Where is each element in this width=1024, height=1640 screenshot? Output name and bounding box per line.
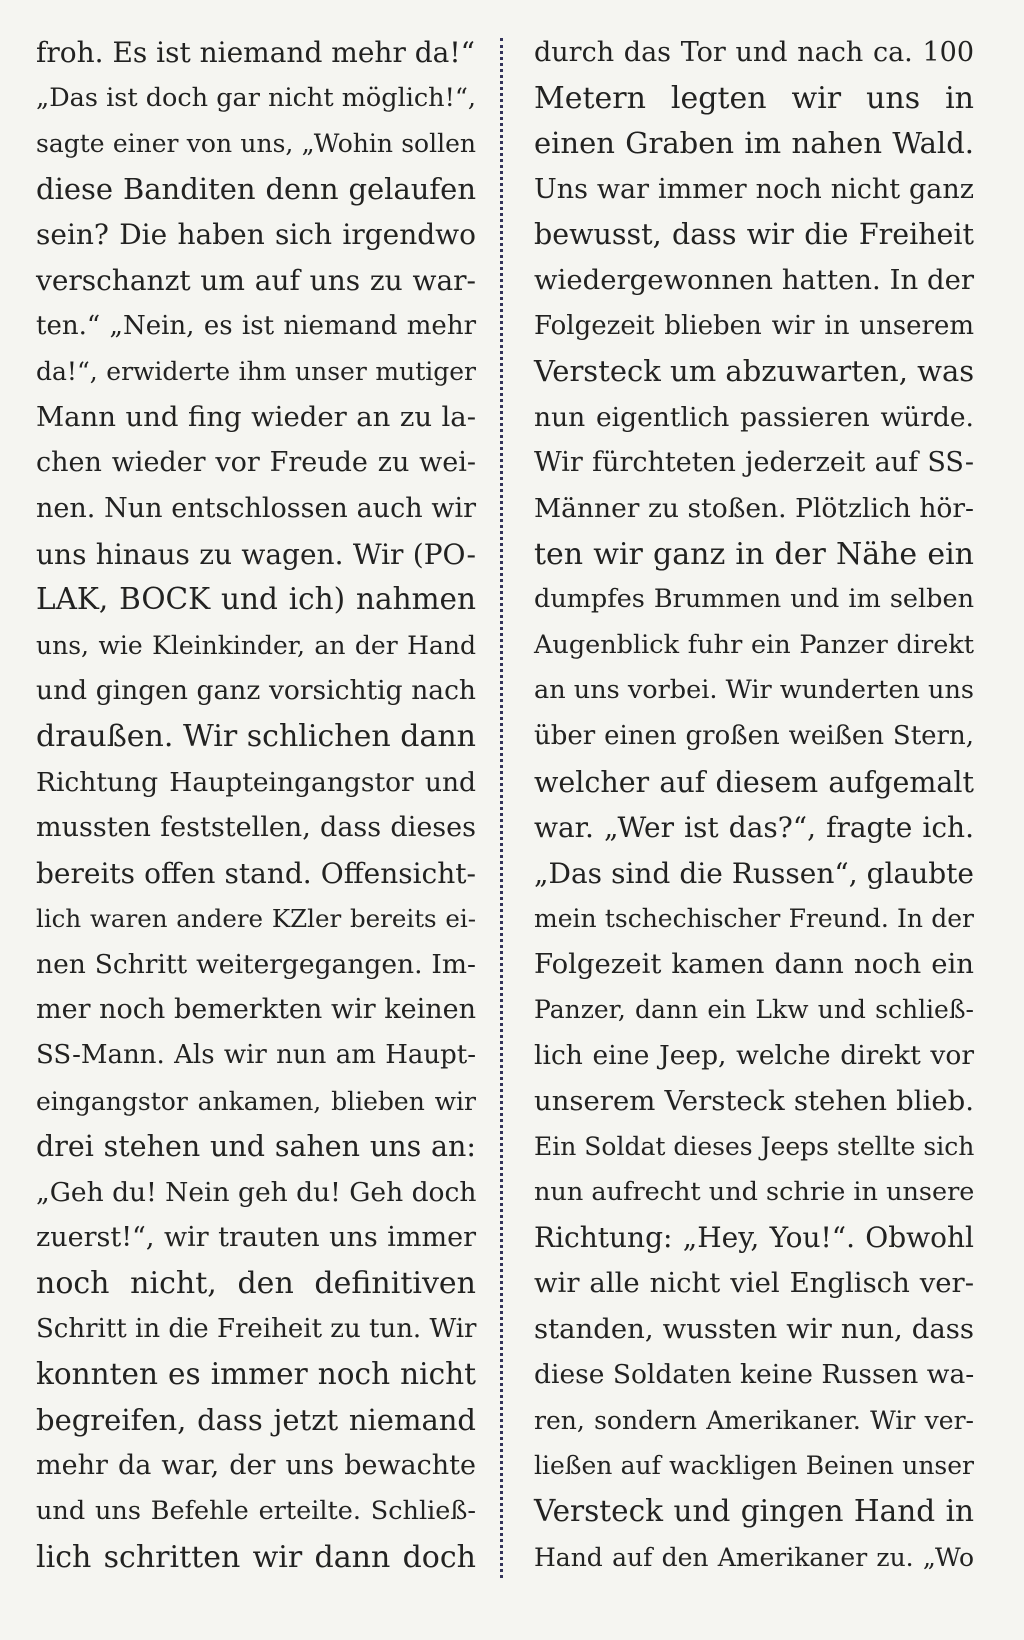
text-line: an uns vorbei. Wir wunderten uns [534, 675, 974, 706]
text-line: drei stehen und sahen uns an: [36, 1130, 476, 1164]
text-line: SS-Mann. Als wir nun am Haupt- [36, 1040, 476, 1071]
text-line: über einen großen weißen Stern, [534, 720, 974, 751]
text-line: Hand auf den Amerikaner zu. „Wo [534, 1542, 974, 1572]
text-line: froh. Es ist niemand mehr da!“ [36, 36, 475, 69]
text-line: ten.“ „Nein, es ist niemand mehr [36, 310, 476, 341]
text-line: Uns war immer noch nicht ganz [534, 173, 974, 205]
text-line: lich eine Jeep, welche direkt vor [534, 1040, 974, 1072]
text-line: „Das ist doch gar nicht möglich!“, [36, 82, 476, 113]
text-line: Ein Soldat dieses Jeeps stellte sich [534, 1132, 975, 1162]
text-line: wiedergewonnen hatten. In der [534, 263, 974, 296]
text-line: lich waren andere KZler bereits ei- [36, 904, 476, 934]
text-line: draußen. Wir schlichen dann [36, 718, 476, 754]
text-line: mussten feststellen, dass dieses [36, 812, 476, 844]
text-line: „Geh du! Nein geh du! Geh doch [36, 1176, 477, 1208]
text-line: ren, sondern Amerikaner. Wir ver- [534, 1405, 974, 1435]
text-line: ten wir ganz in der Nähe ein [534, 536, 974, 572]
text-line: Augenblick fuhr ein Panzer direkt [534, 629, 974, 660]
text-line: und gingen ganz vorsichtig nach [36, 675, 476, 707]
text-line: war. „Wer ist das?“, fragte ich. [534, 811, 974, 845]
text-line: uns, wie Kleinkinder, an der Hand [36, 630, 476, 660]
text-line: sagte einer von uns, „Wohin sollen [36, 129, 476, 159]
text-line: unserem Versteck stehen blieb. [534, 1084, 974, 1117]
text-line: bereits offen stand. Offensicht- [36, 856, 476, 890]
text-line: wir alle nicht viel Englisch ver- [534, 1267, 974, 1300]
text-line: Schritt in die Freiheit zu tun. Wir [36, 1313, 477, 1344]
text-line: welcher auf diesem aufgemalt [534, 765, 974, 799]
text-line: begreifen, dass jetzt niemand [36, 1402, 476, 1437]
text-line: diese Soldaten keine Russen wa- [534, 1359, 975, 1391]
text-line: zuerst!“, wir trauten uns immer [36, 1222, 476, 1254]
text-line: Mann und fing wieder an zu la- [36, 400, 476, 433]
text-line: Richtung Haupteingangstor und [36, 766, 476, 798]
text-line: Panzer, dann ein Lkw und schließ- [534, 995, 974, 1025]
text-line: durch das Tor und nach ca. 100 [534, 37, 974, 68]
text-line: Versteck um abzuwarten, was [534, 354, 975, 389]
text-line: konnten es immer noch nicht [36, 1357, 476, 1392]
column-divider [500, 38, 503, 1578]
text-line: bewusst, dass wir die Freiheit [534, 218, 974, 252]
text-line: diese Banditen denn gelaufen [36, 171, 476, 206]
text-line: Richtung: „Hey, You!“. Obwohl [534, 1221, 974, 1255]
text-line: chen wieder vor Freude zu wei- [36, 447, 476, 479]
text-line: eingangstor ankamen, blieben wir [36, 1086, 476, 1116]
text-line: mein tschechischer Freund. In der [534, 904, 974, 934]
text-line: Folgezeit kamen dann noch ein [534, 947, 974, 980]
text-line: Folgezeit blieben wir in unserem [534, 310, 974, 341]
left-text-column [36, 30, 476, 1580]
text-line: standen, wussten wir nun, dass [534, 1312, 974, 1345]
text-line: Männer zu stoßen. Plötzlich hör- [534, 492, 974, 524]
text-line: dumpfes Brummen und im selben [534, 584, 974, 615]
text-line: Wir fürchteten jederzeit auf SS- [534, 447, 974, 479]
text-line: sein? Die haben sich irgendwo [36, 218, 476, 252]
text-line: LAK, BOCK und ich) nahmen [36, 582, 476, 617]
text-line: uns hinaus zu wagen. Wir (PO- [36, 537, 476, 571]
text-line: nun aufrecht und schrie in unsere [534, 1176, 975, 1207]
text-line: nun eigentlich passieren würde. [534, 401, 974, 433]
text-line: lich schritten wir dann doch [36, 1539, 476, 1575]
text-line: noch nicht, den definitiven [36, 1266, 476, 1302]
text-line: nen Schritt weitergegangen. Im- [36, 948, 476, 980]
text-line: einen Graben im nahen Wald. [534, 126, 974, 161]
text-line: nen. Nun entschlossen auch wir [36, 492, 476, 524]
text-line: verschanzt um auf uns zu war- [36, 263, 476, 297]
text-line: ließen auf wackligen Beinen unser [534, 1451, 974, 1481]
text-line: mehr da war, der uns bewachte [36, 1450, 476, 1482]
text-line: Versteck und gingen Hand in [534, 1494, 974, 1528]
text-line: mer noch bemerkten wir keinen [36, 994, 476, 1026]
text-line: da!“, erwiderte ihm unser mutiger [36, 357, 476, 387]
right-text-column [534, 30, 974, 1580]
text-line: und uns Befehle erteilte. Schließ- [36, 1496, 476, 1526]
text-line: Metern legten wir uns in [534, 80, 974, 116]
text-line: „Das sind die Russen“, glaubte [534, 856, 974, 890]
